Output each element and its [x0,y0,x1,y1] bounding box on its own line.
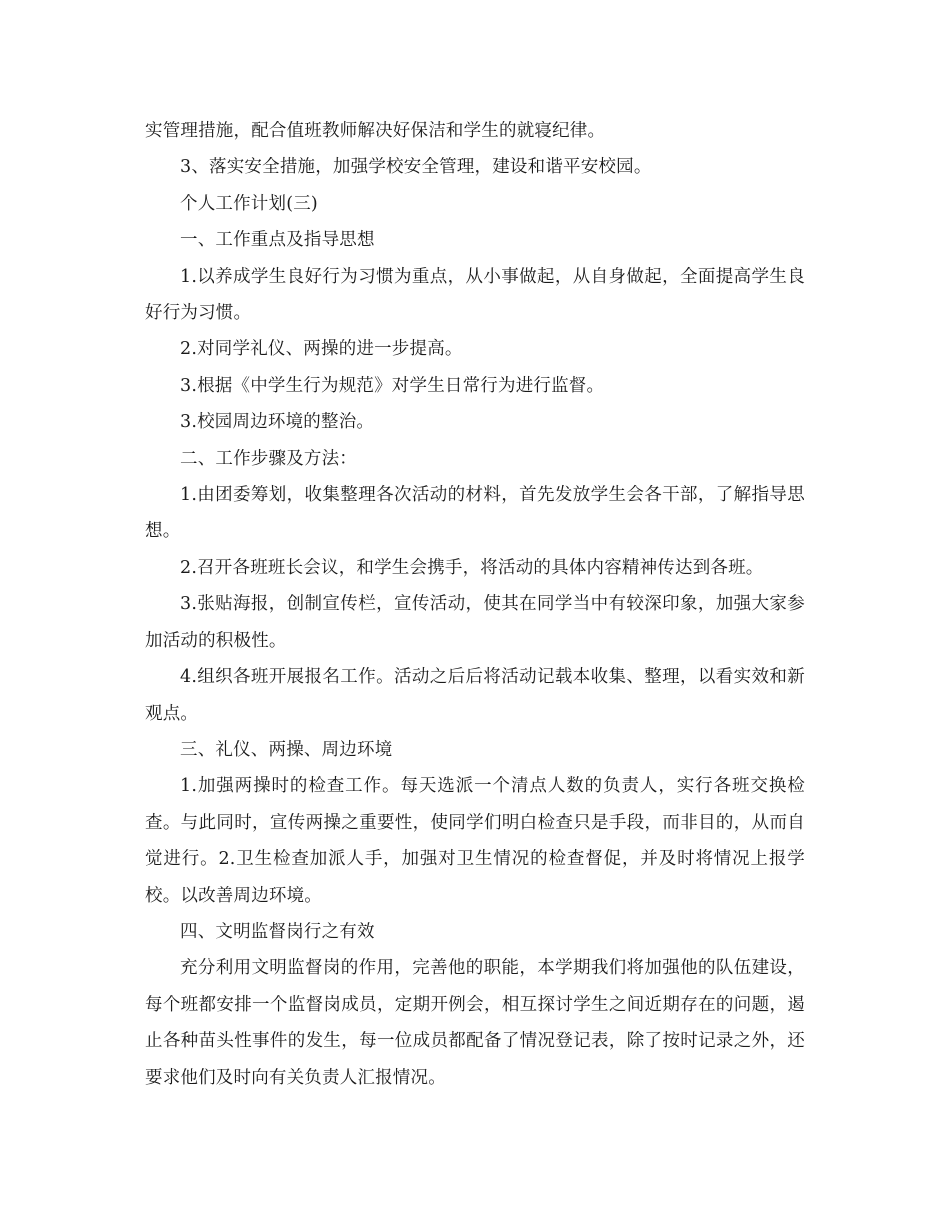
list-item-steps-2: 2.召开各班班长会议，和学生会携手，将活动的具体内容精神传达到各班。 [180,557,764,578]
paragraph-continuation: 实管理措施，配合值班教师解决好保洁和学生的就寝纪律。 [145,121,606,141]
section-title-plan-three: 个人工作计划(三) [180,193,318,214]
heading-work-steps: 二、工作步骤及方法： [180,448,357,469]
list-item-steps-4: 4.组织各班开展报名工作。活动之后后将活动记载本收集、整理，以看实效和新观点。 [145,667,805,724]
heading-etiquette: 三、礼仪、两操、周边环境 [180,739,393,760]
list-item-focus-1: 1.以养成学生良好行为习惯为重点，从小事做起，从自身做起，全面提高学生良好行为习惯。 [145,266,805,324]
list-item-steps-1: 1.由团委筹划，收集整理各次活动的材料，首先发放学生会各干部，了解指导思想。 [145,485,805,542]
list-item-steps-3: 3.张贴海报，创制宣传栏，宣传活动，使其在同学当中有较深印象，加强大家参加活动的积极性。 [145,594,805,651]
heading-civil-supervision: 四、文明监督岗行之有效 [180,921,375,942]
list-item-focus-2: 2.对同学礼仪、两操的进一步提高。 [180,339,463,360]
list-item-focus-4: 3.校园周边环境的整治。 [180,412,375,433]
list-item-focus-3: 3.根据《中学生行为规范》对学生日常行为进行监督。 [180,375,605,396]
document-body [145,113,805,1096]
paragraph-safety-measures: 3、落实安全措施，加强学校安全管理，建设和谐平安校园。 [180,157,652,178]
heading-work-focus: 一、工作重点及指导思想 [180,230,375,251]
list-item-etiquette: 1.加强两操时的检查工作。每天选派一个清点人数的负责人，实行各班交换检查。与此同时，宣传两操之重要性，使同学们明白检查只是手段，而非目的，从而自觉进行。2.卫生检查加派人手，加强对卫生情况的检查督促，并及时将情况上报学校。以改善周边环境。 [145,776,805,906]
paragraph-civil-supervision: 充分利用文明监督岗的作用，完善他的职能，本学期我们将加强他的队伍建设，每个班都安排一个监督岗成员，定期开例会，相互探讨学生之间近期存在的问题，遏止各种苗头性事件的发生，每一位成员都配备了情况登记表，除了按时记录之外，还要求他们及时向有关负责人汇报情况。 [145,958,805,1088]
